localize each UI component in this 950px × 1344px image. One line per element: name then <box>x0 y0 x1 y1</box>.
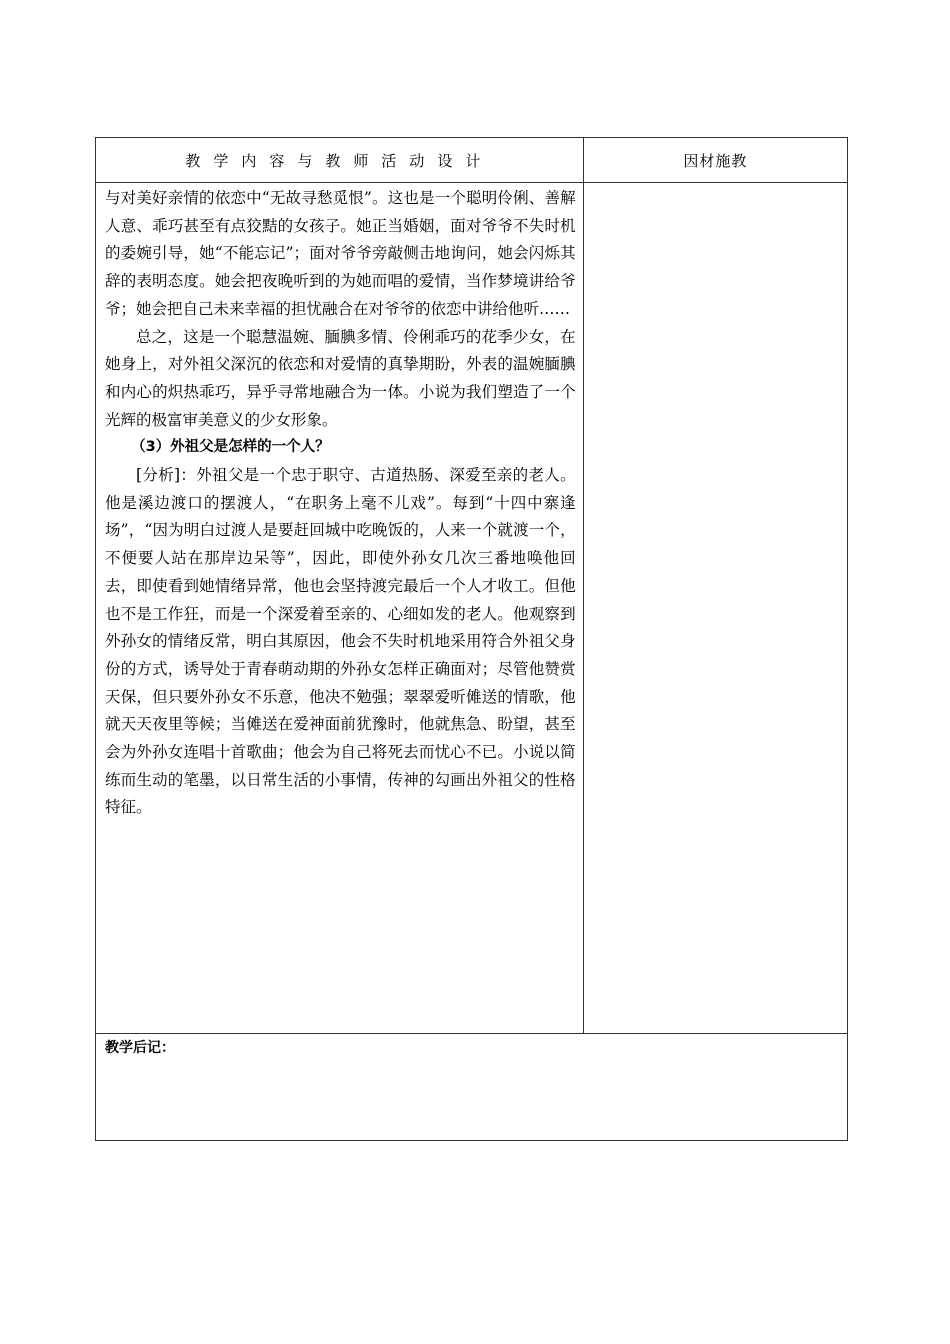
lesson-plan-table <box>95 137 848 1141</box>
content-paragraph-2: 总之，这是一个聪慧温婉、腼腆多情、伶俐乖巧的花季少女，在她身上，对外祖父深沉的依恋和对爱情的真挚期盼，外表的温婉腼腆和内心的炽热乖巧，异乎寻常地融合为一体。小说为我们塑造了一个光辉的极富审美意义的少女形象。 <box>105 327 576 429</box>
content-subheading: （3）外祖父是怎样的一个人？ <box>131 439 330 456</box>
teaching-content-cell <box>96 183 584 1034</box>
content-row <box>96 183 848 1034</box>
teaching-notes-cell <box>96 1034 848 1141</box>
header-individualized-teaching: 因材施教 <box>583 138 847 183</box>
header-row <box>96 138 848 183</box>
content-paragraph-1: 与对美好亲情的依恋中“无故寻愁觅恨”。这也是一个聪明伶俐、善解人意、乖巧甚至有点狡黠的女孩子。她正当婚姻，面对爷爷不失时机的委婉引导，她“不能忘记”；面对爷爷旁敲侧击地询问，她会闪烁其辞的表明态度。她会把夜晚听到的为她而唱的爱情，当作梦境讲给爷爷；她会把自己未来幸福的担忧融合在对爷爷的依恋中讲给他听…… <box>105 189 576 318</box>
individualized-teaching-cell <box>583 183 847 1034</box>
notes-row <box>96 1034 848 1141</box>
content-paragraph-3: [分析]：外祖父是一个忠于职守、古道热肠、深爱至亲的老人。他是溪边渡口的摆渡人，“在职务上毫不儿戏”。每到“十四中寨逢场”，“因为明白过渡人是要赶回城中吃晚饭的，人来一个就渡一个，不便要人站在那岸边呆等”，因此，即使外孙女几次三番地唤他回去，即使看到她情绪异常，他也会坚持渡完最后一个人才收工。但他也不是工作狂，而是一个深爱着至亲的、心细如发的老人。他观察到外孙女的情绪反常，明白其原因，他会不失时机地采用符合外祖父身份的方式，诱导处于青春萌动期的外孙女怎样正确面对；尽管他赞赏天保，但只要外孙女不乐意，他决不勉强；翠翠爱听傩送的情歌，他就天天夜里等候；当傩送在爱神面前犹豫时，他就焦急、盼望，甚至会为外孙女连唱十首歌曲；他会为自己将死去而忧心不已。小说以简练而生动的笔墨，以日常生活的小事情，传神的勾画出外祖父的性格特征。 <box>105 466 576 817</box>
teaching-notes-label: 教学后记： <box>105 1040 175 1056</box>
header-teaching-content: 教学内容与教师活动设计 <box>96 138 584 183</box>
teaching-content <box>96 183 583 822</box>
